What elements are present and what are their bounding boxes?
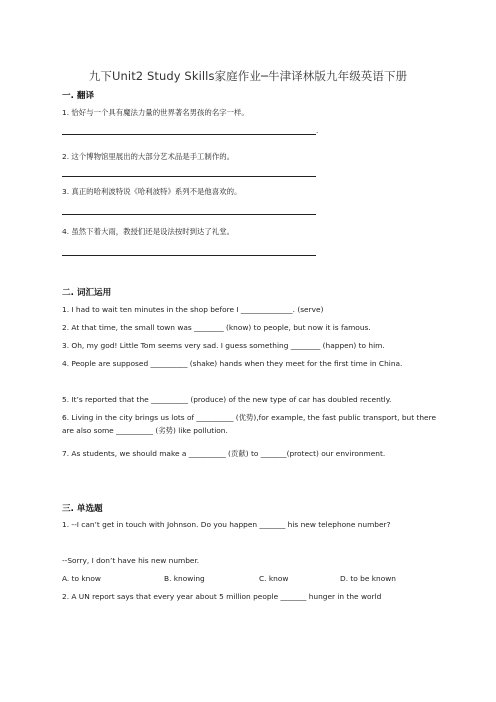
section-heading-multiple-choice: 三. 单选题 <box>62 504 103 514</box>
vocab-item-4: 4. People are supposed __________ (shake) hands when they meet for the first time in China. <box>62 359 403 368</box>
translation-item-4: 4. 虽然下着大雨，教授们还是设法按时到达了礼堂。 <box>62 227 234 236</box>
mc-question-2-stem: 2. A UN report says that every year about 5 million people _______ hunger in the world <box>62 592 382 601</box>
vocab-item-5: 5. It’s reported that the __________ (produce) of the new type of car has doubled recently. <box>62 395 392 404</box>
mc-question-1-option-b: B. knowing <box>164 574 205 583</box>
answer-line-1 <box>62 134 316 135</box>
answer-line-3 <box>62 214 316 215</box>
vocab-item-3: 3. Oh, my god! Little Tom seems very sad. I guess something ________ (happen) to him. <box>62 341 385 350</box>
translation-item-2: 2. 这个博物馆里展出的大部分艺术品是手工制作的。 <box>62 152 234 161</box>
translation-item-3: 3. 真正的哈利波特说《哈利波特》系列不是他喜欢的。 <box>62 187 242 196</box>
vocab-item-7: 7. As students, we should make a __________ (贡献) to _______(protect) our environment. <box>62 449 386 458</box>
page-title: 九下Unit2 Study Skills家庭作业─牛津译林版九年级英语下册 <box>88 69 408 83</box>
mc-question-1-reply: --Sorry, I don’t have his new number. <box>62 556 200 565</box>
section-heading-translation: 一. 翻译 <box>62 91 95 101</box>
translation-item-1: 1. 恰好与一个具有魔法力量的世界著名男孩的名字一样。 <box>62 108 249 117</box>
mc-question-1-option-d: D. to be known <box>340 574 396 583</box>
vocab-item-1: 1. I had to wait ten minutes in the shop before I ______________. (serve) <box>62 305 324 314</box>
answer-line-2 <box>62 176 316 177</box>
mc-question-1-stem: 1. --I can’t get in touch with Johnson. Do you happen _______ his new telephone number? <box>62 520 391 529</box>
mc-question-1-option-c: C. know <box>259 574 289 583</box>
vocab-item-6: 6. Living in the city brings us lots of __________ (优势),for example, the fast public transport, but there are also some __________ (劣势) like pollution. <box>62 413 436 435</box>
answer-line-4 <box>62 255 316 256</box>
section-heading-vocabulary: 二. 词汇运用 <box>62 288 112 298</box>
answer-line-1-end: . <box>316 126 319 135</box>
mc-question-1-option-a: A. to know <box>62 574 101 583</box>
vocab-item-2: 2. At that time, the small town was ________ (know) to people, but now it is famous. <box>62 323 371 332</box>
